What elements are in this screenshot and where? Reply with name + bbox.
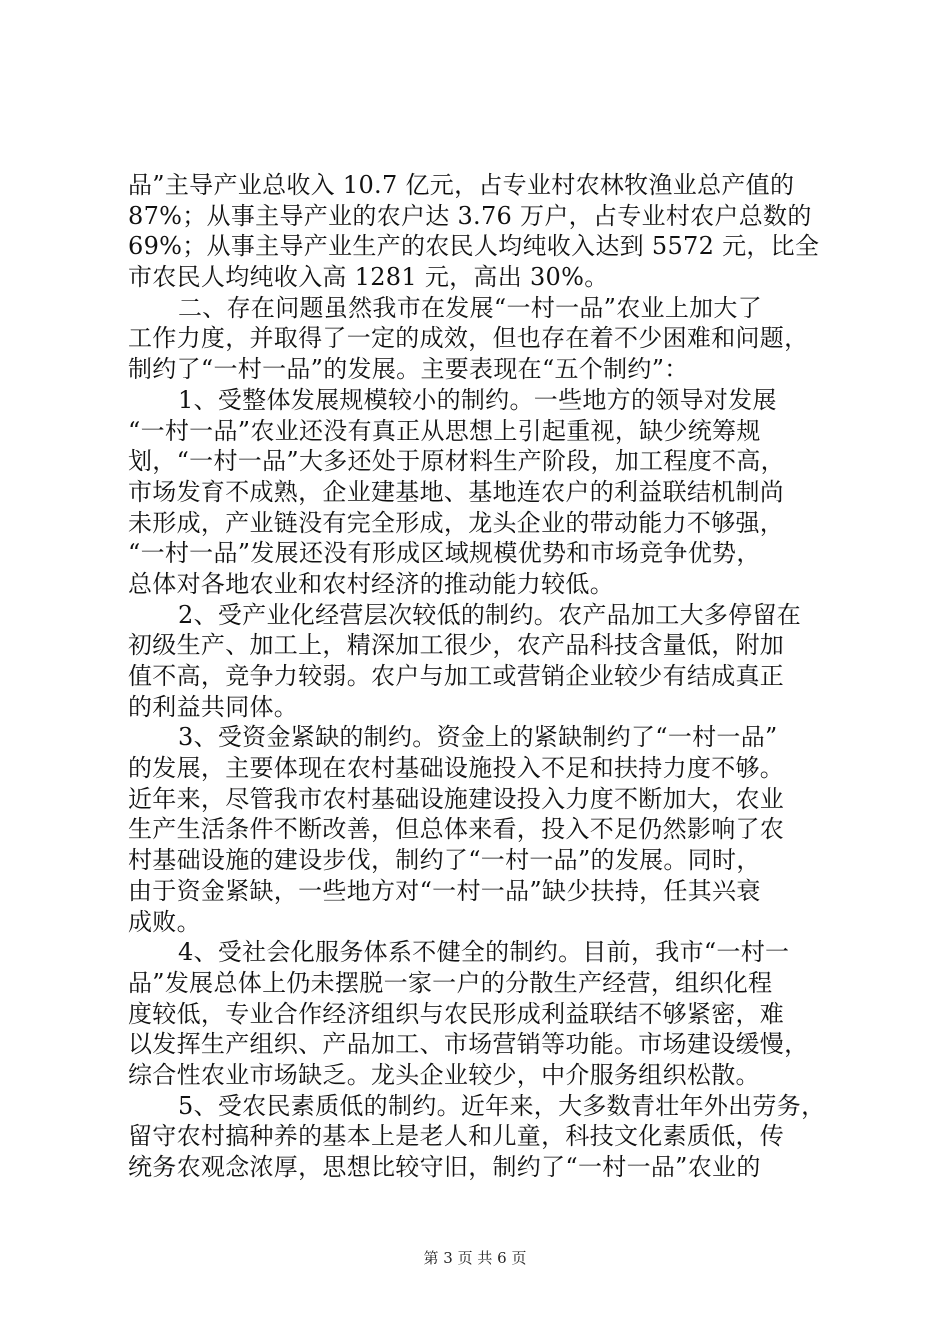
- text-line: 品”发展总体上仍未摆脱一家一户的分散生产经营，组织化程: [128, 968, 773, 997]
- text-line: 总体对各地农业和农村经济的推动能力较低。: [128, 569, 614, 598]
- text-line: “一村一品”发展还没有形成区域规模优势和市场竞争优势，: [128, 539, 761, 568]
- text-line: 87%；从事主导产业的农户达 3.76 万户，占专业村农户总数的: [128, 201, 812, 230]
- text-line: 69%；从事主导产业生产的农民人均纯收入达到 5572 元，比全: [128, 232, 820, 261]
- text-line: 市农民人均纯收入高 1281 元，高出 30%。: [128, 263, 609, 292]
- text-line: 5、受农民素质低的制约。近年来，大多数青壮年外出劳务，: [178, 1091, 826, 1120]
- text-line: 1、受整体发展规模较小的制约。一些地方的领导对发展: [178, 385, 777, 414]
- text-line: 二、存在问题虽然我市在发展“一村一品”农业上加大了: [178, 293, 763, 322]
- document-body: [128, 170, 828, 1183]
- text-line: 留守农村搞种养的基本上是老人和儿童，科技文化素质低，传: [128, 1122, 785, 1151]
- text-line: 的利益共同体。: [128, 692, 299, 721]
- text-line: 成败。: [128, 907, 201, 936]
- text-line: 4、受社会化服务体系不健全的制约。目前，我市“一村一: [178, 938, 790, 967]
- text-line: 度较低，专业合作经济组织与农民形成利益联结不够紧密，难: [128, 999, 785, 1028]
- text-line: 生产生活条件不断改善，但总体来看，投入不足仍然影响了农: [128, 815, 785, 844]
- text-line: 未形成，产业链没有完全形成，龙头企业的带动能力不够强，: [128, 508, 785, 537]
- text-line: 2、受产业化经营层次较低的制约。农产品加工大多停留在: [178, 600, 802, 629]
- text-line: 初级生产、加工上，精深加工很少，农产品科技含量低，附加: [128, 631, 785, 660]
- page-footer: 第 3 页 共 6 页: [423, 1249, 527, 1267]
- text-line: 市场发育不成熟，企业建基地、基地连农户的利益联结机制尚: [128, 477, 785, 506]
- text-line: 综合性农业市场缺乏。龙头企业较少，中介服务组织松散。: [128, 1060, 760, 1089]
- text-line: 的发展，主要体现在农村基础设施投入不足和扶持力度不够。: [128, 754, 785, 783]
- text-line: “一村一品”农业还没有真正从思想上引起重视，缺少统筹规: [128, 416, 761, 445]
- text-line: 值不高，竞争力较弱。农户与加工或营销企业较少有结成真正: [128, 662, 785, 690]
- text-line: 村基础设施的建设步伐，制约了“一村一品”的发展。同时，: [128, 846, 761, 875]
- text-line: 以发挥生产组织、产品加工、市场营销等功能。市场建设缓慢，: [128, 1030, 809, 1059]
- text-line: 工作力度，并取得了一定的成效，但也存在着不少困难和问题，: [128, 324, 809, 353]
- text-line: 划，“一村一品”大多还处于原材料生产阶段，加工程度不高，: [128, 447, 785, 476]
- text-line: 近年来，尽管我市农村基础设施建设投入力度不断加大，农业: [128, 784, 785, 813]
- text-line: 制约了“一村一品”的发展。主要表现在“五个制约”：: [128, 355, 689, 384]
- text-line: 统务农观念浓厚，思想比较守旧，制约了“一村一品”农业的: [128, 1153, 761, 1181]
- text-line: 品”主导产业总收入 10.7 亿元，占专业村农林牧渔业总产值的: [128, 171, 795, 199]
- text-line: 由于资金紧缺，一些地方对“一村一品”缺少扶持，任其兴衰: [128, 876, 761, 905]
- text-line: 3、受资金紧缺的制约。资金上的紧缺制约了“一村一品”: [178, 723, 778, 752]
